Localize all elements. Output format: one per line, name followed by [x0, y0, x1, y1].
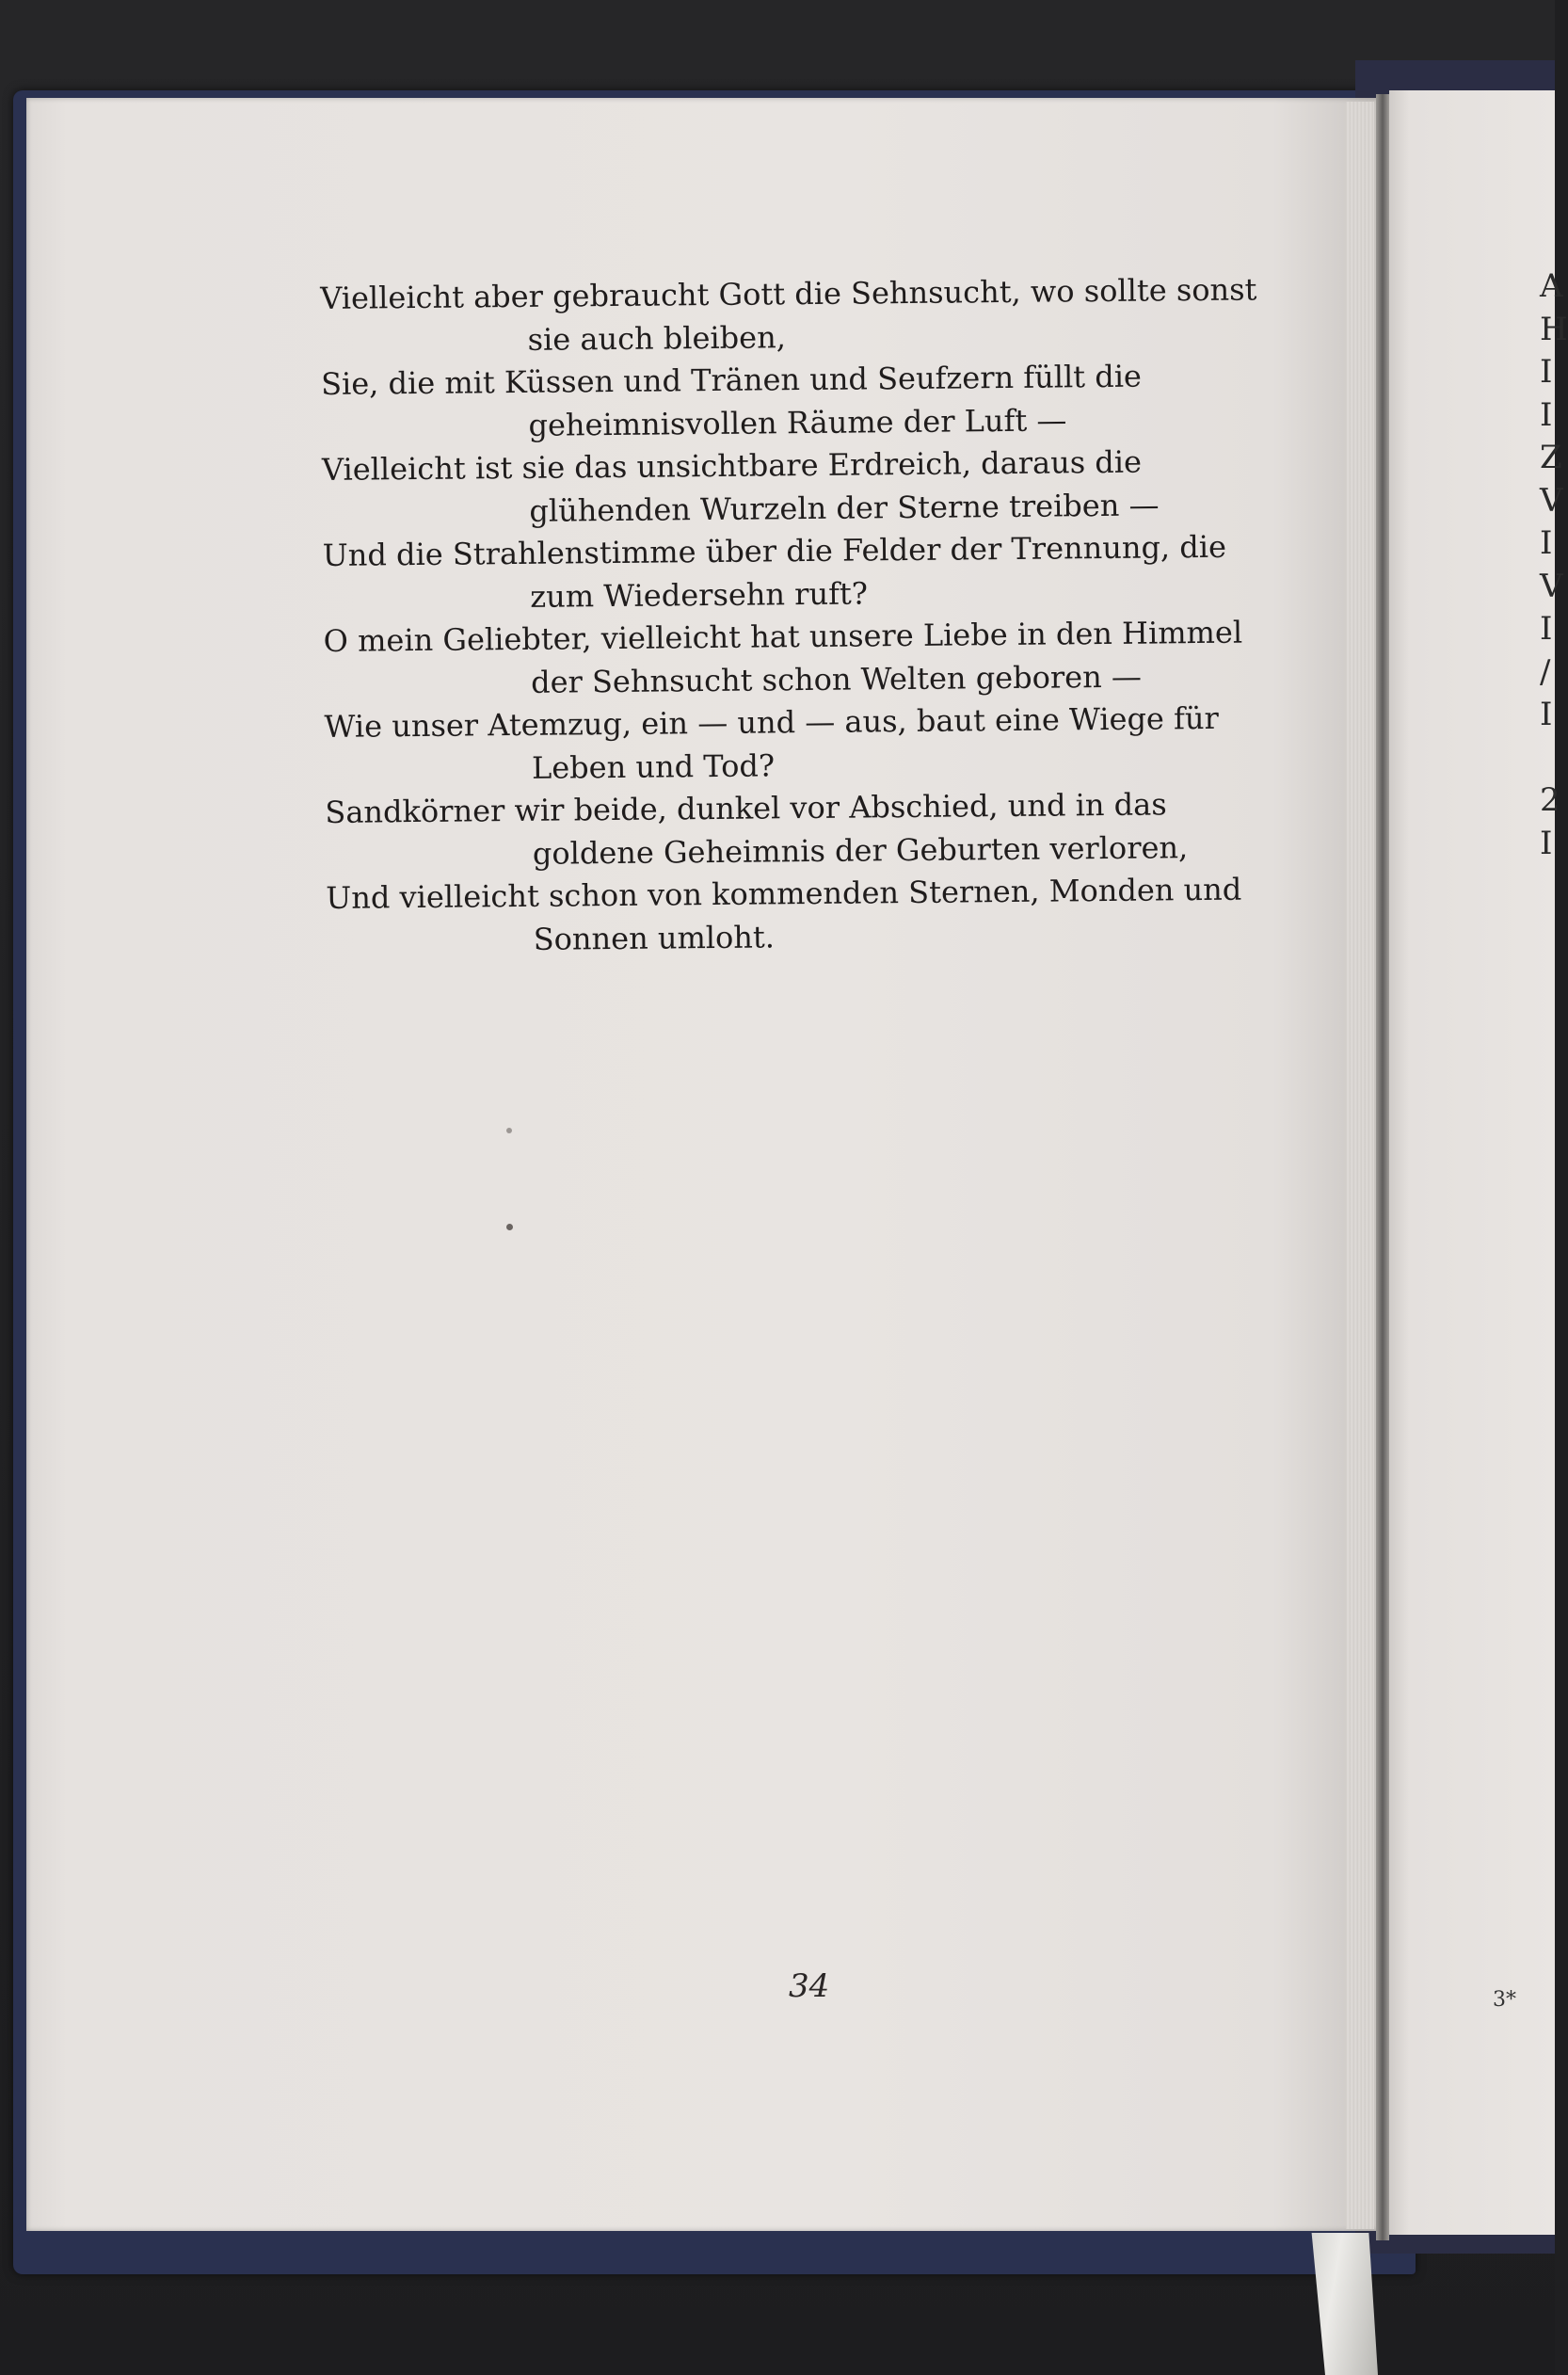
poem-line: sie auch bleiben,	[527, 318, 787, 358]
paper-speck	[506, 1224, 513, 1230]
poem-line: Vielleicht aber gebraucht Gott die Sehnsucht, wo sollte sonst	[320, 271, 1257, 316]
page-number: 34	[789, 1967, 830, 2005]
right-page-marker: 3*	[1493, 1988, 1516, 2012]
poem-line: goldene Geheimnis der Geburten verloren,	[532, 828, 1189, 872]
page-edges	[1346, 102, 1374, 2229]
poem-line: glühenden Wurzeln der Sterne treiben —	[529, 486, 1160, 529]
poem-line: Und die Strahlenstimme über die Felder der Trennung, die	[322, 528, 1227, 573]
poem-line: O mein Geliebter, vielleicht hat unsere Liebe in den Himmel	[323, 614, 1243, 659]
poem-text	[320, 268, 1287, 963]
poem-line: Und vielleicht schon von kommenden Sternen, Monden und	[326, 871, 1242, 916]
right-page	[1389, 90, 1568, 2235]
book-gutter	[1376, 94, 1389, 2240]
poem-line: Sandkörner wir beide, dunkel vor Abschied, und in das	[325, 786, 1167, 830]
poem-line: Leben und Tod?	[531, 746, 776, 786]
poem-line: der Sehnsucht schon Welten geboren —	[530, 658, 1143, 700]
poem-line: geheimnisvollen Räume der Luft —	[528, 401, 1067, 443]
paper-speck	[506, 1128, 512, 1133]
poem-line: Sonnen umloht.	[533, 918, 776, 957]
poem-line: zum Wiedersehn ruft?	[530, 574, 869, 615]
poem-line: Wie unser Atemzug, ein — und — aus, baut eine Wiege für	[324, 699, 1219, 745]
poem-line: Vielleicht ist sie das unsichtbare Erdreich, daraus die	[321, 443, 1143, 488]
poem-line: Sie, die mit Küssen und Tränen und Seufzern füllt die	[320, 358, 1143, 402]
right-page-text-fragment: A H I I Z V I V I / I 2 I	[1540, 267, 1568, 862]
